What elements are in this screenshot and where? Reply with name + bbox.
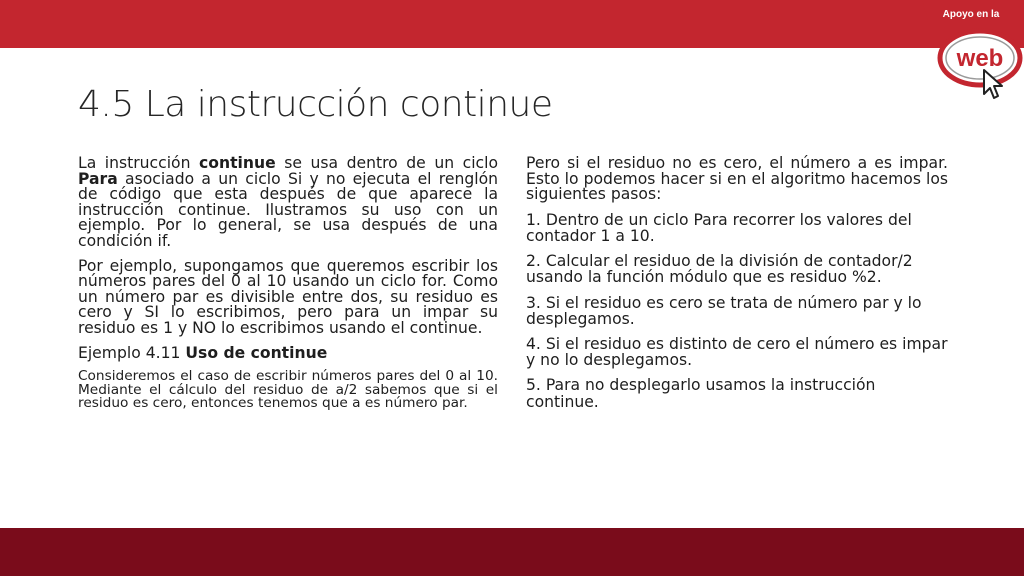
right-column	[526, 156, 948, 410]
intro-text-1: La instrucción	[78, 154, 200, 172]
step-item: 5. Para no desplegarlo usamos la instrucción continue.	[526, 376, 876, 411]
footer-bar	[0, 528, 1024, 576]
example-heading-title: Uso de continue	[185, 343, 328, 362]
slide-title: 4.5 La instrucción continue	[78, 84, 553, 125]
keyword-para: Para	[78, 169, 118, 188]
example-paragraph: Por ejemplo, supongamos que queremos escribir los números pares del 0 al 10 usando un ciclo for. Como un número par es divisible entre dos, su residuo es cero y SI lo escribimos, pero para un impar su residuo es 1 y NO lo escribimos usando el continue.	[78, 256, 498, 337]
logo-text: web	[956, 45, 1004, 72]
example-heading	[78, 343, 498, 362]
example-heading-label: Ejemplo 4.11	[78, 343, 186, 362]
example-description: Consideremos el caso de escribir números pares del 0 al 10. Mediante el cálculo del residuo de a/2 sabemos que si el residuo es cero, entonces tenemos que a es número par.	[78, 368, 498, 411]
intro-paragraph	[78, 156, 498, 250]
intro-text-2: se usa dentro de un ciclo	[275, 154, 498, 172]
logo-caption: Apoyo en la	[942, 9, 1000, 20]
intro-text-3: asociado a un ciclo Si y no ejecuta el renglón de código que esta después de que aparece la instrucción continue. Ilustramos su uso con un ejemplo. Por lo general, se usa después de una condición if.	[78, 169, 498, 250]
step-item: 4. Si el residuo es distinto de cero el número es impar y no lo desplegamos.	[526, 335, 948, 370]
step-item: 3. Si el residuo es cero se trata de número par y lo desplegamos.	[526, 293, 922, 328]
web-logo-icon[interactable]	[934, 24, 1024, 102]
right-intro-paragraph: Pero si el residuo no es cero, el número a es impar. Esto lo podemos hacer si en el algoritmo hacemos los siguientes pasos:	[526, 154, 948, 204]
keyword-continue: continue	[199, 154, 276, 172]
left-column	[78, 156, 498, 410]
step-item: 2. Calcular el residuo de la división de contador/2 usando la función módulo que es residuo %2.	[526, 252, 913, 287]
header-bar	[0, 0, 1024, 48]
step-item: 1. Dentro de un ciclo Para recorrer los valores del contador 1 a 10.	[526, 210, 912, 245]
